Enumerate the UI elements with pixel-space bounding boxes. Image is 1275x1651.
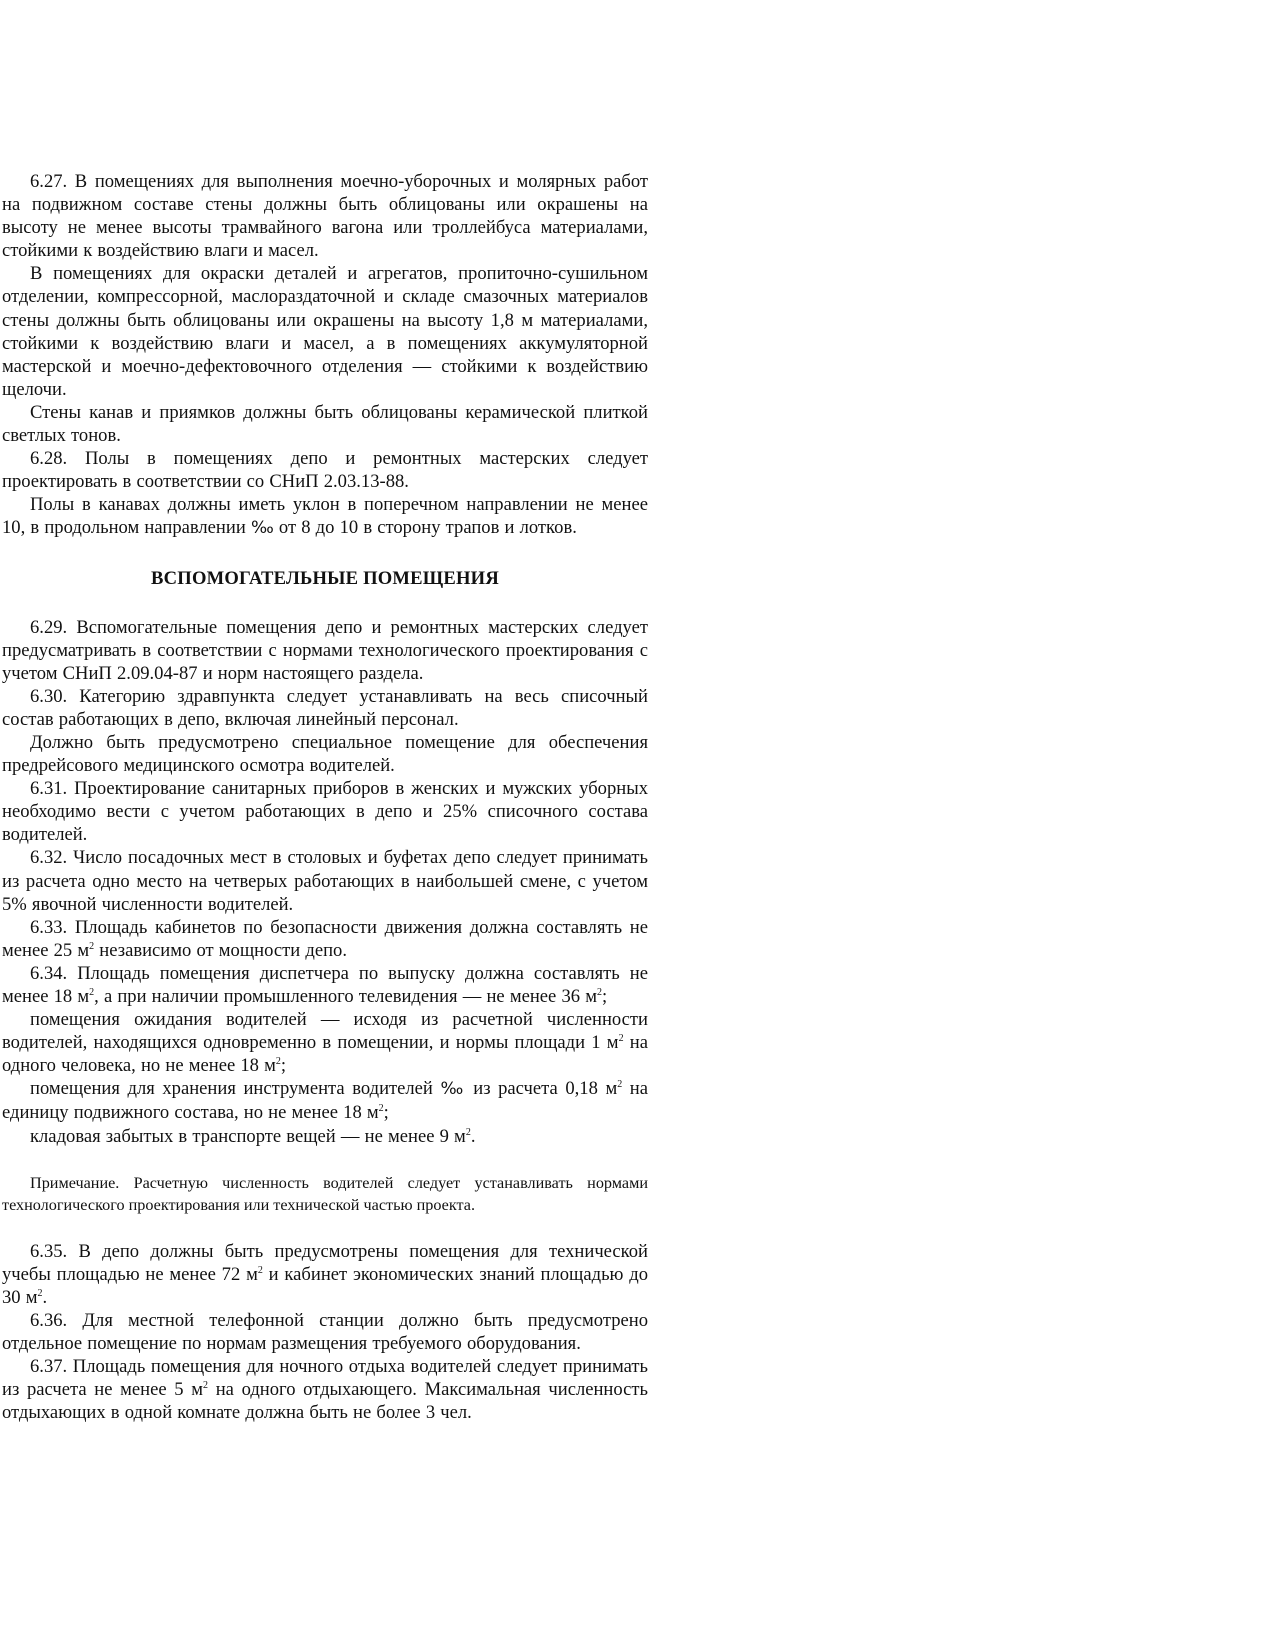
paragraph-6-34: 6.34. Площадь помещения диспетчера по выпуску должна составлять не менее 18 $м^2$, а при наличии промышленного телевидения — не менее 36 $м^2$; bbox=[2, 962, 648, 1007]
per-mille-icon: ‰ bbox=[440, 1079, 466, 1100]
note: Примечание. Расчетную численность водителей следует устанавливать нормами технологического проектирования или технической частью проекта. bbox=[2, 1173, 648, 1214]
paragraph-6-35: 6.35. В депо должны быть предусмотрены помещения для технической учебы площадью не менее 72 $м^2$ и кабинет экономических знаний площадью до 30 $м^2$. bbox=[2, 1240, 649, 1308]
paragraph-6-34-waiting: помещения ожидания водителей — исходя из расчетной численности водителей, находящихся одновременно в помещении, и нормы площади 1 $м^2$ на одного человека, но не менее 18 $м^2$; bbox=[2, 1009, 649, 1077]
per-mille-icon: ‰ bbox=[250, 518, 274, 539]
section-heading: ВСПОМОГАТЕЛЬНЫЕ ПОМЕЩЕНИЯ bbox=[151, 567, 499, 589]
paragraph-6-33: 6.33. Площадь кабинетов по безопасности движения должна составлять не менее 25 $м^2$ независимо от мощности депо. bbox=[2, 916, 648, 961]
paragraph-6-31: 6.31. Проектирование санитарных приборов в женских и мужских уборных необходимо вести с учетом работающих в депо и 25% списочного состава водителей. bbox=[2, 778, 648, 846]
paragraph-6-27-pits: Стены канав и приямков должны быть облицованы керамической плиткой светлых тонов. bbox=[2, 401, 648, 447]
paragraph-6-28: 6.28. Полы в помещениях депо и ремонтных мастерских следует проектировать в соответствии со СНиП 2.03.13-88. bbox=[2, 448, 648, 493]
paragraph-6-27-painting-rooms: В помещениях для окраски деталей и агрегатов, пропиточно-сушильном отделении, компрессорной, маслораздаточной и складе смазочных материалов стены должны быть облицованы или окрашены на высоту 1,8 м материалами, стойкими к воздействию влаги и масел, а в помещениях аккумуляторной мастерской и моечно-дефектовочного отделения — стойкими к воздействию щелочи. bbox=[2, 263, 648, 400]
paragraph-6-29: 6.29. Вспомогательные помещения депо и ремонтных мастерских следует предусматривать в соответствии с нормами технологического проектирования с учетом СНиП 2.09.04-87 и норм настоящего раздела. bbox=[2, 616, 648, 684]
paragraph-6-30-medical: Должно быть предусмотрено специальное помещение для обеспечения предрейсового медицинского осмотра водителей. bbox=[2, 731, 648, 777]
paragraph-6-28-slope: Полы в канавах должны иметь уклон в поперечном направлении не менее 10, в продольном направлении ‰ от 8 до 10 в сторону трапов и лотков. bbox=[2, 494, 648, 539]
paragraph-6-30: 6.30. Категорию здравпункта следует устанавливать на весь списочный состав работающих в депо, включая линейный персонал. bbox=[2, 685, 648, 730]
paragraph-6-27: 6.27. В помещениях для выполнения моечно-уборочных и молярных работ на подвижном составе стены должны быть облицованы или окрашены на высоту не менее высоты трамвайного вагона или троллейбуса материалами, стойкими к воздействию влаги и масел. bbox=[2, 171, 648, 262]
document-body bbox=[2, 170, 648, 1424]
paragraph-6-32: 6.32. Число посадочных мест в столовых и буфетах депо следует принимать из расчета одно место на четверых работающих в наибольшей смене, с учетом 5% явочной численности водителей. bbox=[2, 847, 648, 915]
paragraph-6-34-lost-items: кладовая забытых в транспорте вещей — не менее 9 $м^2$. bbox=[30, 1125, 476, 1147]
paragraph-6-37: 6.37. Площадь помещения для ночного отдыха водителей следует принимать из расчета не менее 5 $м^2$ на одного отдыхающего. Максимальная численность отдыхающих в одной комнате должна быть не более 3 чел. bbox=[2, 1356, 649, 1424]
paragraph-6-34-tools: помещения для хранения инструмента водителей ‰ из расчета 0,18 $м^2$ на единицу подвижного состава, но не менее 18 $м^2$; bbox=[2, 1078, 648, 1124]
paragraph-6-36: 6.36. Для местной телефонной станции должно быть предусмотрено отдельное помещение по нормам размещения требуемого оборудования. bbox=[2, 1309, 648, 1355]
